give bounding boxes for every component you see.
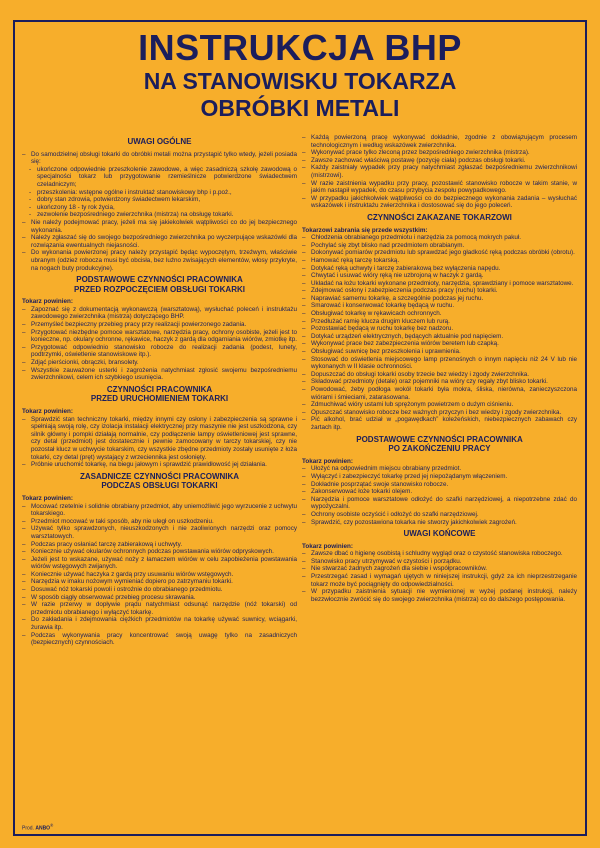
section-before-start [22, 275, 297, 382]
right-column [302, 134, 577, 606]
item-list [302, 550, 577, 603]
list-item: – Narzędzia w imaku nożowym wymieniać dopiero po zatrzymaniu tokarki. [22, 578, 297, 586]
list-item: – Do samodzielnej obsługi tokarki do obróbki metali można przystąpić tylko wtedy, jeżeli posiada się: [22, 151, 297, 166]
section-label: Tokarz powinien: [22, 298, 73, 306]
item-list [22, 151, 297, 166]
section-heading-line-2: PRZED ROZPOCZĘCIEM OBSŁUGI TOKARKI [74, 284, 245, 294]
section-heading-line-2: PODCZAS OBSŁUGI TOKARKI [101, 481, 218, 491]
list-item: – W razie przerwy w dopływie prądu natychmiast odsunąć narzędzie (nóż tokarski) od przedmiotu obrabianego i wyłączyć tokarkę. [22, 601, 297, 616]
poster-subtitle-1: NA STANOWISKU TOKARZA [143, 68, 457, 94]
list-item: – Sprawdzić, czy pozostawiona tokarka nie stworzy jakichkolwiek zagrożeń. [302, 519, 577, 527]
item-list [22, 503, 297, 647]
list-item: – Należy zgłaszać się do swojego bezpośredniego zwierzchnika po wyczerpujące wskazówki dla rozwiązania ewentualnych niejasności. [22, 234, 297, 249]
list-item: – Przemyśleć bezpieczny przebieg pracy przy realizacji powierzonego zadania. [22, 321, 297, 329]
section-label: Tokarz powinien: [22, 408, 73, 415]
list-item: – Naprawiać samemu tokarkę, a szczególnie podczas jej ruchu. [302, 295, 577, 303]
list-item: – Obsługiwać suwnicę bez przeszkolenia i uprawnienia. [302, 348, 577, 356]
item-list [302, 465, 577, 526]
list-item: – Każdy zaistniały wypadek przy pracy natychmiast zgłaszać bezpośredniemu zwierzchnikowi (mistrzowi). [302, 164, 577, 179]
left-column [22, 134, 297, 650]
list-item: – Zdmuchiwać wióry ustami lub sprężonym powietrzem o dużym ciśnieniu. [302, 401, 577, 409]
list-item: – Pochylać się zbyt blisko nad przedmiotem obrabianym. [302, 242, 577, 250]
list-item: – Zdjąć pierścionki, obrączki, bransolety. [22, 359, 297, 367]
section-heading-line-2: PRZED URUCHOMIENIEM TOKARKI [90, 394, 229, 404]
list-item: – Dotykać urządzeń elektrycznych, będących aktualnie pod napięciem. [302, 333, 577, 341]
list-item: – Przygotować odpowiednio stanowisko robocze do realizacji zadania (podest, lunety, podtrzymki, oświetlenie stanowiskowe itp.). [22, 344, 297, 359]
section-during-operation-continued [302, 134, 577, 210]
section-before-startup [22, 385, 297, 469]
list-item: – W przypadku jakichkolwiek wątpliwości co do bezpiecznego wykonania zadania – wysłuchać wskazówek i instruktażu zwierzchnika i dostosować się do jego poleceń. [302, 195, 577, 210]
list-item: – Ułożyć na odpowiednim miejscu obrabiany przedmiot. [302, 465, 577, 473]
item-list [22, 219, 297, 272]
list-item: – Wszystkie zauważone usterki i zagrożenia natychmiast zgłosić swojemu bezpośredniemu zwierzchnikowi, celem ich szybkiego usunięcia. [22, 367, 297, 382]
list-item: – Przygotować niezbędne pomoce warsztatowe, narzędzia pracy, ochrony osobiste, jeżeli jest to konieczne, np. okulary ochronne, rękawice, haczyk z gardą dla odgarniania wiórów, zmiotkę itp. [22, 329, 297, 344]
section-label: Tokarzowi zabrania się przede wszystkim: [302, 226, 428, 234]
section-heading-line-1: CZYNNOŚCI PRACOWNIKA [106, 384, 213, 394]
section-heading [302, 435, 577, 454]
list-item: – Do zakładania i zdejmowania ciężkich przedmiotów na tokarkę używać suwnicy, wciągarki, żurawia itp. [22, 616, 297, 631]
list-item: – Narzędzia i pomoce warsztatowe odłożyć do szafki narzędziowej, a niepotrzebne zdać do wypożyczalni. [302, 496, 577, 511]
list-item: – Dosuwać nóż tokarski powoli i ostrożnie do obrabianego przedmiotu. [22, 586, 297, 594]
list-item: – Dopuszczać do obsługi tokarki osoby trzecie bez wiedzy i zgody zwierzchnika. [302, 371, 577, 379]
list-item: – Dotykać ręką uchwyty i tarczę zabierakową bez wyłączenia napędu. [302, 265, 577, 273]
producer-brand: ANBO [35, 825, 51, 832]
sub-item-list [22, 166, 297, 219]
section-heading-line-2: PO ZAKOŃCZENIU PRACY [388, 444, 491, 454]
list-item: – Zawsze zachować właściwą postawę (pozycję ciała) podczas obsługi tokarki. [302, 157, 577, 165]
list-item: – Zapoznać się z dokumentacją wykonawczą (warsztatową), wysłuchać poleceń i instruktażu zawodowego zwierzchnika (mistrza) dotyczącego BHP. [22, 306, 297, 321]
list-item: – Obsługiwać tokarkę w rękawicach ochronnych. [302, 310, 577, 318]
section-heading-line-1: PODSTAWOWE CZYNNOŚCI PRACOWNIKA [76, 275, 243, 285]
section-heading: UWAGI OGÓLNE [127, 137, 192, 146]
list-item: – Przedmiot mocować w taki sposób, aby nie uległ on uszkodzeniu. [22, 518, 297, 526]
section-during-operation [22, 472, 297, 647]
list-item: – Pić alkohol, brać udział w „pogawędkach” koleżeńskich, niebezpiecznych zabawach czy żartach itp. [302, 416, 577, 431]
list-item: – Dokładnie posprzątać swoje stanowisko robocze. [302, 481, 577, 489]
list-item: – Każdą powierzoną pracę wykonywać dokładnie, zgodnie z obowiązującym procesem technologicznym i według wskazówek zwierzchnika. [302, 134, 577, 149]
item-list [302, 134, 577, 210]
item-list [22, 416, 297, 469]
sub-list-item: - przeszkolenia: wstępne ogólne i instruktaż stanowiskowy bhp i p.poż., [22, 189, 297, 197]
list-item: – Wyłączyć i zabezpieczyć tokarkę przed jej niepożądanym włączeniem. [302, 473, 577, 481]
list-item: – Wykonywać prace tylko zleconą przez bezpośredniego zwierzchnika (mistrza). [302, 149, 577, 157]
section-general-notes [22, 137, 297, 272]
section-label: Tokarz powinien: [22, 494, 73, 502]
sub-list-item: - ukończone odpowiednie przeszkolenie zawodowe, a więc zasadniczą szkołę zawodową o specjalności tokarz lub przygotowanie rzemieślnicze potwierdzone świadectwem czeladniczym; [22, 166, 297, 189]
item-list [302, 234, 577, 431]
list-item: – Ochrony osobiste oczyścić i odłożyć do szafki narzędziowej. [302, 511, 577, 519]
list-item: – Układać na łożu tokarki wykonane przedmioty, narzędzia, sprawdziany i pomoce warsztatowe. [302, 280, 577, 288]
section-heading [22, 472, 297, 491]
list-item: – Używać tylko sprawdzonych, nieuszkodzonych i nie zaoliwionych narzędzi oraz pomocy warsztatowych. [22, 525, 297, 540]
list-item: – Wykonywać prace bez zabezpieczenia wiórów beretem lub czapką. [302, 340, 577, 348]
list-item: – Pozostawiać będącą w ruchu tokarkę bez nadzoru. [302, 325, 577, 333]
list-item: – Mocować rzetelnie i solidnie obrabiany przedmiot, aby uniemożliwić jego wyrzucenie z uchwytu tokarskiego. [22, 503, 297, 518]
list-item: – Stosować do oświetlenia miejscowego lamp przenośnych o innym napięciu niż 24 V lub nie wykonanych w II klasie ochronności. [302, 356, 577, 371]
poster-header [0, 28, 600, 122]
list-item: – Chłodzenia obrabianego przedmiotu i narzędzia za pomocą mokrych pakuł. [302, 234, 577, 242]
list-item: – W razie zaistnienia wypadku przy pracy, pozostawić stanowisko robocze w takim stanie, w jakim nastąpił wypadek, do czasu przybycia zespołu powypadkowego. [302, 180, 577, 195]
sub-list-item: - zezwolenie bezpośredniego zwierzchnika (mistrza) na obsługę tokarki. [22, 211, 297, 219]
poster-subtitle-2: OBRÓBKI METALI [200, 95, 400, 121]
section-prohibited-actions [302, 213, 577, 432]
section-final-notes [302, 529, 577, 603]
list-item: – W przypadku zaistnienia sytuacji nie wymienionej w wyżej podanej instrukcji, należy bezzwłocznie zwrócić się do swojego zwierzchnika (mistrza) co do dalszego postępowania. [302, 588, 577, 603]
section-heading: CZYNNOŚCI ZAKAZANE TOKARZOWI [367, 212, 512, 222]
producer-label: Prod. [22, 825, 34, 832]
list-item: – Przestrzegać zasad i wymagań ujętych w niniejszej instrukcji, gdyż za ich nieprzestrzeganie tokarz może być pociągnięty do odpowiedzialności. [302, 573, 577, 588]
list-item: – Zdejmować osłony i zabezpieczenia podczas pracy (ruchu) tokarki. [302, 287, 577, 295]
list-item: – Podczas wykonywania pracy koncentrować swoją uwagę tylko na zasadniczych (bezpiecznych) czynnościach. [22, 632, 297, 647]
list-item: – Chwytać i usuwać wióry ręką nie uzbrojoną w haczyk z gardą. [302, 272, 577, 280]
list-item: – Sprawdzić stan techniczny tokarki, między innymi czy osłony i zabezpieczenia są sprawne i spełniają swoją rolę, czy izolacja instalacji elektrycznej przy maszynie nie jest uszkodzona, czy silnik główny i pompki działają normalnie, czy podłączenie lampy oświetleniowej jest sprawne, czy detal (przedmiot) jest dostatecznie i pewnie zamocowany w tarczy tokarskiej, czy nie pozostał klucz w uchwycie tokarskim, czy wszystkie zbędne przedmioty zostały usunięte z łoża tokarki, czy detal (pręt) wystający z wrzeciennika jest osłonięty. [22, 416, 297, 462]
section-heading: UWAGI KOŃCOWE [403, 529, 476, 539]
registered-mark-icon: ® [50, 823, 54, 828]
list-item: – W sposób ciągły obserwować przebieg procesu skrawania. [22, 594, 297, 602]
section-heading [22, 275, 297, 294]
list-item: – Koniecznie używać haczyka z gardą przy usuwaniu wiórów wstęgowych. [22, 571, 297, 579]
list-item: – Nie należy podejmować pracy, jeżeli ma się jakiekolwiek wątpliwości co do jej bezpiecznego wykonania. [22, 219, 297, 234]
producer-mark [22, 823, 53, 832]
list-item: – Hamować ręką tarczę tokarską. [302, 257, 577, 265]
item-list [22, 306, 297, 382]
list-item: – Nie stwarzać żadnych zagrożeń dla siebie i współpracowników. [302, 565, 577, 573]
list-item: – Opuszczać stanowisko robocze bez ważnych przyczyn i bez wiedzy i zgody zwierzchnika. [302, 409, 577, 417]
list-item: – Dokonywać pomiarów przedmiotu lub sprawdzać jego gładkość ręką podczas obróbki (obrotu). [302, 249, 577, 257]
poster-title: INSTRUKCJA BHP [138, 27, 462, 68]
section-label: Tokarz powinien: [302, 457, 353, 465]
list-item: – Zawsze dbać o higienę osobistą i schludny wygląd oraz o czystość stanowiska roboczego. [302, 550, 577, 558]
section-heading-line-1: ZASADNICZE CZYNNOŚCI PRACOWNIKA [79, 471, 240, 481]
list-item: – Zakonserwować łoże tokarki olejem. [302, 488, 577, 496]
list-item: – Smarować i konserwować tokarkę będącą w ruchu. [302, 302, 577, 310]
section-heading [22, 385, 297, 404]
section-label: Tokarz powinien: [302, 542, 353, 550]
list-item: – Koniecznie używać okularów ochronnych podczas powstawania wiórów odpryskowych. [22, 548, 297, 556]
section-heading-line-1: PODSTAWOWE CZYNNOŚCI PRACOWNIKA [356, 434, 523, 444]
list-item: – Podczas pracy osłaniać tarczę zabierakową i uchwyty. [22, 541, 297, 549]
list-item: – Przedłużać ramię klucza drugim kluczem lub rurą. [302, 318, 577, 326]
list-item: – Do wykonania powierzonej pracy należy przystąpić będąc wypoczętym, trzeźwym, właściwie ubranym (odzież robocza musi być obcisła, bez luźno zwisających elementów, włosy przykryte, na nogach buty produkcyjne). [22, 249, 297, 272]
list-item: – Powodować, żeby podłoga wokół tokarki była mokra, śliska, nierówna, zanieczyszczona wiórami i śmieciami, zatarasowana. [302, 386, 577, 401]
sub-list-item: - ukończony 18 - ty rok życia, [22, 204, 297, 212]
list-item: – Stanowisko pracy utrzymywać w czystości i porządku. [302, 558, 577, 566]
list-item: – Jeżeli jest to wskazane, używać noży z łamaczem wiórów w celu zapobieżenia powstawania wiórów wstęgowych zwijanych. [22, 556, 297, 571]
list-item: – Składować przedmioty (detale) oraz pojemniki na wióry czy regały zbyt blisko tokarki. [302, 378, 577, 386]
list-item: – Próbnie uruchomić tokarkę, na biegu jałowym i sprawdzić prawidłowość jej działania. [22, 461, 297, 469]
section-after-work [302, 435, 577, 527]
sub-list-item: - dobry stan zdrowia, potwierdzony świadectwem lekarskim, [22, 196, 297, 204]
